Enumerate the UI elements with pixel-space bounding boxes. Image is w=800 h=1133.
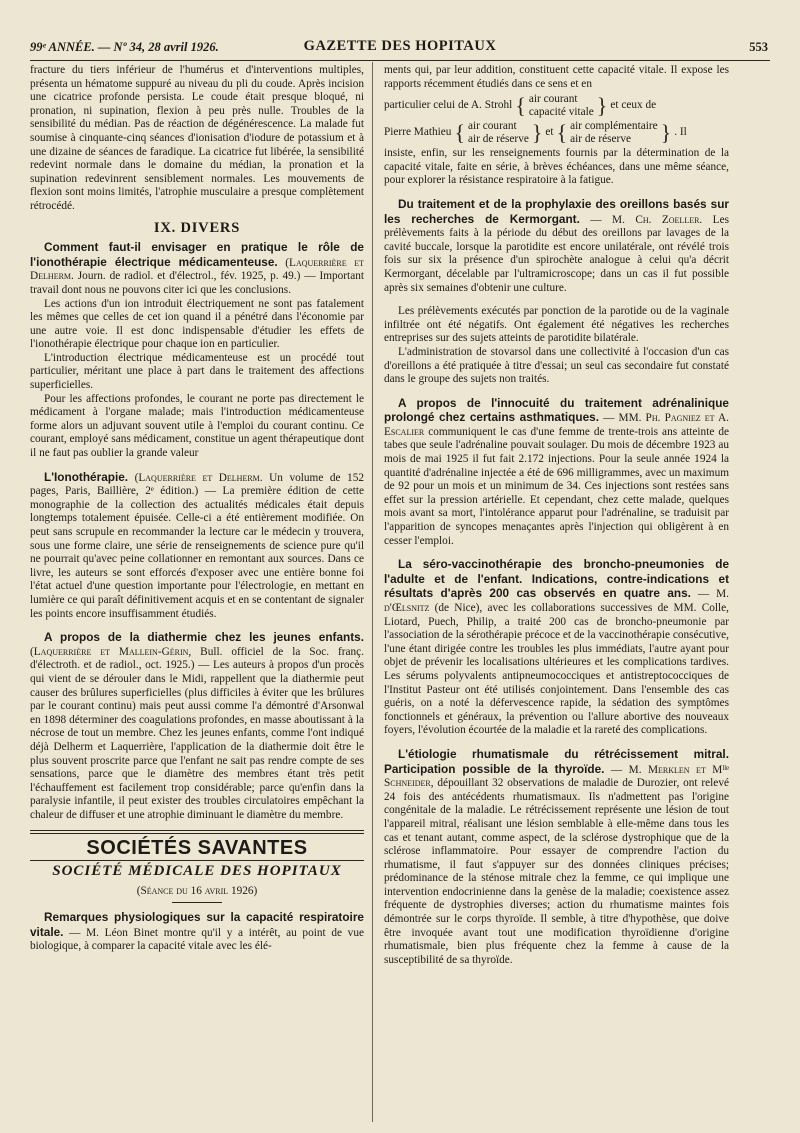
paragraph: L'introduction électrique médicamenteuse est un procédé tout particulier, méritant une place à part dans le traitement des affections superficielles.	[30, 351, 364, 392]
article-adrenaline	[384, 397, 729, 549]
section-title: IX. DIVERS	[153, 219, 241, 236]
article-broncho-pneumonies	[384, 558, 729, 738]
ratio-bottom: capacité vitale	[528, 105, 594, 118]
paragraph: Les actions d'un ion introduit électriquement ne sont pas fatalement les mêmes que celles de cet ion quand il a pénétré dans l'économie par une autre voie. Il est donc indispensable d'étudier les effets de l'ionothérapie électrique pour chaque ion en particulier.	[30, 297, 364, 351]
article-title: La séro-vaccinothérapie des broncho-pneumonies de l'adulte et de l'enfant. Indications, contre-indications et résultats d'après 200 cas observés en quatre ans.	[384, 557, 729, 601]
article-text: dépouillant 32 observations de maladie de Durozier, ont relevé 24 fois des antécédents rhumatismaux. Ils n'admettent pas l'origine congénitale de la maladie. Le rétrécissement représente une lésion de tout l'appareil mitral, réalisant une lésion semblable à elle-même dans tous les cas et tenant autant, comme aspect, de la sclérose dystrophique que de la sclérose inflammatoire. Pour essayer de comprendre l'action du rhumatisme, il faut s'appuyer sur des données cliniques précises; prédominance de la sténose mitrale chez la femme, ce qui implique une intervention endocrinienne dans la genèse de la maladie; coexistence assez fréquente de dystrophies diverses; action du rhumatisme maintes fois démontrée sur le corps thyroïde. Il semble, à titre d'hypothèse, que doive être invoquée avant tout une modification thyroïdienne d'origine rhumatismale, bien plus fréquente chez la femme à cause de la susceptibilité de sa thyroïde.	[384, 777, 729, 966]
societe-name: SOCIÉTÉ MÉDICALE DES HOPITAUX	[52, 863, 342, 880]
left-column	[30, 64, 364, 954]
paragraph: L'administration de stovarsol dans une collectivité à l'occasion d'un cas d'oreillons a été pratiquée à titre d'essai; un seul cas secondaire fut constaté dans le groupe des sujets non traités.	[384, 345, 729, 386]
strohl-ratio	[384, 93, 729, 118]
heading-rule	[30, 860, 364, 861]
journal-title: GAZETTE DES HOPITAUX	[303, 38, 497, 54]
ratio-mid: et	[545, 125, 554, 138]
continued-text: insiste, enfin, sur les renseignements fournis par la détermination de la capacité vitale, faite en série, à brèves échéances, dans une même séance, pour explorer la résistance respiratoire à la fatigue.	[384, 147, 729, 187]
article-authors: — MM. Ph. Pagniez et A. Escalier	[384, 412, 729, 438]
brace-open: {	[515, 92, 526, 118]
ratio-label: particulier celui de A. Strohl	[384, 98, 513, 111]
article-text: — M. Léon Binet montre qu'il y a intérêt, au point de vue biologique, à comparer la capacité vitale avec les élé-	[30, 926, 364, 953]
issue-info: 99ᵉ ANNÉE. — Nº 34, 28 avril 1926.	[30, 40, 219, 54]
brace-close: }	[596, 92, 608, 118]
paragraph: Les prélèvements exécutés par ponction de la parotide ou de la vaginale infiltrée ont été négatifs. Ont également été négatives les recherches entreprises sur des sujets atteints de parotidite bilatérale.	[384, 305, 729, 345]
ratio-post: et ceux de	[610, 98, 657, 111]
intro-paragraph: fracture du tiers inférieur de l'humérus et d'interventions multiples, présenta un hématome suppuré au niveau du pli du coude. Après incision une cicatrice profonde persista. Le coude était presque bloqué, ni pronation, ni supination, flexion à peu près nulle. Troubles de la sensibilité du médian. Pas de réaction de dégénérescence. La malade fut soumise à cinquante-cinq séances d'ionisation d'iodure de potassium et à une dizaine de séances de faradique. La cicatrice fut libérée, la sensibilité redevint normale dans le domaine du médian, la pronation et la supination redevinrent sensiblement normales. Les mouvements de flexion sont moins limités, l'atrophie musculaire a presque complètement rétrocédé.	[30, 64, 364, 212]
ratio-stack	[529, 93, 594, 118]
ratio-top: air courant	[528, 93, 578, 106]
societes-heading: SOCIÉTÉS SAVANTES	[86, 837, 308, 860]
article-text: communiquent le cas d'une femme de trente-trois ans atteinte de tabes que seule l'adrénaline pouvait soulager. Du mois de décembre 1923 au mois de mai 1925 il fut fait 2.172 injections. Pour la seule année 1924 la quantité d'adrénaline injectée a été de 696 milligrammes, avec un maximum de 92 pour un mois et un minimum de 34. Ces injections sont restées sans effet sur la pression artérielle. Et cependant, chez cette malade, quelques mois avant sa mort, l'intolérance apparut pour l'adrénaline, se traduisit par l'apparition de syncopes menaçantes après l'injection qui obligèrent à en cesser l'emploi.	[384, 425, 729, 547]
section-rule-thin	[30, 833, 364, 834]
ratio-top: air courant	[468, 120, 517, 133]
short-rule	[172, 902, 222, 903]
page-header	[30, 34, 770, 61]
article-title: L'étiologie rhumatismale du rétrécissement mitral. Participation possible de la thyroïde.	[384, 746, 729, 776]
article-title: A propos de la diathermie chez les jeunes enfants.	[44, 630, 364, 645]
article-title: L'Ionothérapie.	[44, 469, 129, 484]
article-ref: Journ. de radiol. et d'électrol., fév. 1925, p. 49.) — Important travail dont nous ne pouvons citer ici que les conclusions.	[30, 270, 364, 296]
article-authors: — M. Ch. Zoeller.	[579, 213, 703, 226]
ratio-stack	[468, 120, 529, 145]
page-number: 553	[749, 40, 768, 54]
brace-open: {	[454, 119, 466, 145]
ratio-label: Pierre Mathieu	[384, 125, 452, 138]
article-title: A propos de l'innocuité du traitement adrénalinique prolongé chez certains asthmatiques.	[384, 395, 729, 425]
article-authors: (Laquerrière et Delherm.	[30, 256, 364, 283]
ratio-post: . Il	[674, 125, 687, 138]
article-text: Un volume de 152 pages, Paris, Baillière, 2ᵉ édition.) — La première édition de cette monographie de la collection des actualités médicales était depuis longtemps totalement épuisée. Celle-ci a été entièrement modifiée. On peut sans scrupule en recommander la lecture car le médecin y trouvera, sous une forme claire, une série de renseignements de science pure qu'il ne pourrait qu'avec peine collationner en remontant aux sources. Dans ce livre, les auteurs se sont efforcés d'exposer avec une entière bonne foi l'état actuel d'une question importante pour l'électrologie, en mettant en lumière ce qui paraît définitivement acquis et en se contentant de signaler les points encore insuffisamment étudiés.	[30, 471, 364, 620]
brace-close: }	[531, 119, 543, 145]
section-rule	[30, 830, 364, 831]
article-ionotherapie-book	[30, 471, 364, 622]
continued-text: ments qui, par leur addition, constituent cette capacité vitale. Il expose les rapports récemment étudiés dans ce sens et en	[384, 64, 729, 90]
mathieu-ratio	[384, 120, 729, 145]
brace-open: {	[556, 119, 568, 145]
article-text: Les prélèvements faits à la période du début des oreillons par lavages de la cavité buccale, lorsque la parotidite est encore unilatérale, ont révélé trois fois sur six la présence d'un spirochète analogue à celui qu'a décrit Kermorgant, décelable par l'ultramicroscope; dans un cas il fut possible après six semaines d'obtenir une culture.	[384, 213, 729, 294]
ratio-bottom: air de réserve	[468, 132, 529, 145]
ratio-stack	[570, 120, 658, 145]
article-title: Du traitement et de la prophylaxie des oreillons basés sur les recherches de Kermorgant.	[384, 196, 729, 226]
article-text: (de Nice), avec les collaborations successives de MM. Colle, Liotard, Puech, Philip, a traité 200 cas de broncho-pneumonie par l'association de la sérothérapie précoce et de la vaccinothérapie consécutive, l'une étant dirigée contre les troubles les plus immédiats, l'autre ayant pour objet de prévenir les localisations ultérieures et les complications tardives. Les sérums polyvalents antipneumococciques et antistreptococciques de l'Institut Pasteur ont été utilisés conjointement. Dans l'ensemble des cas guéris, on a noté la défervescence rapide, la sédation des symptômes fonctionnels et généraux, la prévention ou l'allure abortive des nouveaux foyers, l'évolution écourtée de la maladie et la rareté des complications.	[384, 602, 729, 737]
article-capacite-vitale	[30, 911, 364, 954]
article-oreillons	[384, 198, 729, 295]
ratio-bottom: air de réserve	[570, 132, 631, 145]
article-authors: (Laquerrière et Delherm.	[134, 471, 263, 484]
column-divider	[372, 62, 373, 1122]
article-authors: — M. d'Œlsnitz	[384, 588, 729, 614]
seance-date: (Séance du 16 avril 1926)	[136, 884, 258, 897]
article-authors: — M. Merklen et Mˡˡᵉ Schneider,	[384, 763, 729, 790]
article-title: Remarques physiologiques sur la capacité respiratoire vitale.	[30, 910, 364, 939]
paragraph: Pour les affections profondes, le courant ne porte pas directement le médicament à l'organe malade; mais l'introduction médicamenteuse forme alors un adjuvant souvent utile à l'emploi du courant continu. Ce courant, employé sans médicament, constitue un agent thérapeutique dont il ne faut pas oublier la grande valeur	[30, 392, 364, 460]
right-column	[384, 64, 729, 967]
article-diathermie	[30, 631, 364, 822]
article-authors: (Laquerrière et Mallein-Gérin,	[30, 645, 192, 658]
article-text: Bull. officiel de la Soc. franç. d'électroth. et de radiol., oct. 1925.) — Les auteurs à propos d'un procès qui vient de se dérouler dans le Midi, rappellent que la diathermie peut causer des brûlures superficielles (plus difficiles à éviter que les brûlures par le courant continu) mais peut aussi comme l'a démontré d'Arsonwal en 1898 déterminer des coagulations profondes, en masse aboutissant à la nécrose de tout un membre. Chez les jeunes enfants, comme l'ont indiqué déjà Delherm et Laquerrière, l'application de la diathermie doit être le plus souvent proscrite parce que l'enfant ne sait pas rendre compte de ses sensations, parce que le diamètre des membres étant très petit l'échauffement est facilement trop considérable; parce qu'enfin dans la paralysie infantile, il peut exister des troubles circulatoires empêchant la chaleur de diffuser et une atrophie diminuant le diamètre du membre.	[30, 645, 364, 821]
ratio-top: air complémentaire	[570, 120, 658, 133]
article-retrecissement-mitral	[384, 748, 729, 968]
article-ionotherapie-role	[30, 241, 364, 297]
brace-close: }	[660, 119, 672, 145]
article-title: Comment faut-il envisager en pratique le rôle de l'ionothérapie électrique médicamenteuse.	[30, 240, 364, 269]
